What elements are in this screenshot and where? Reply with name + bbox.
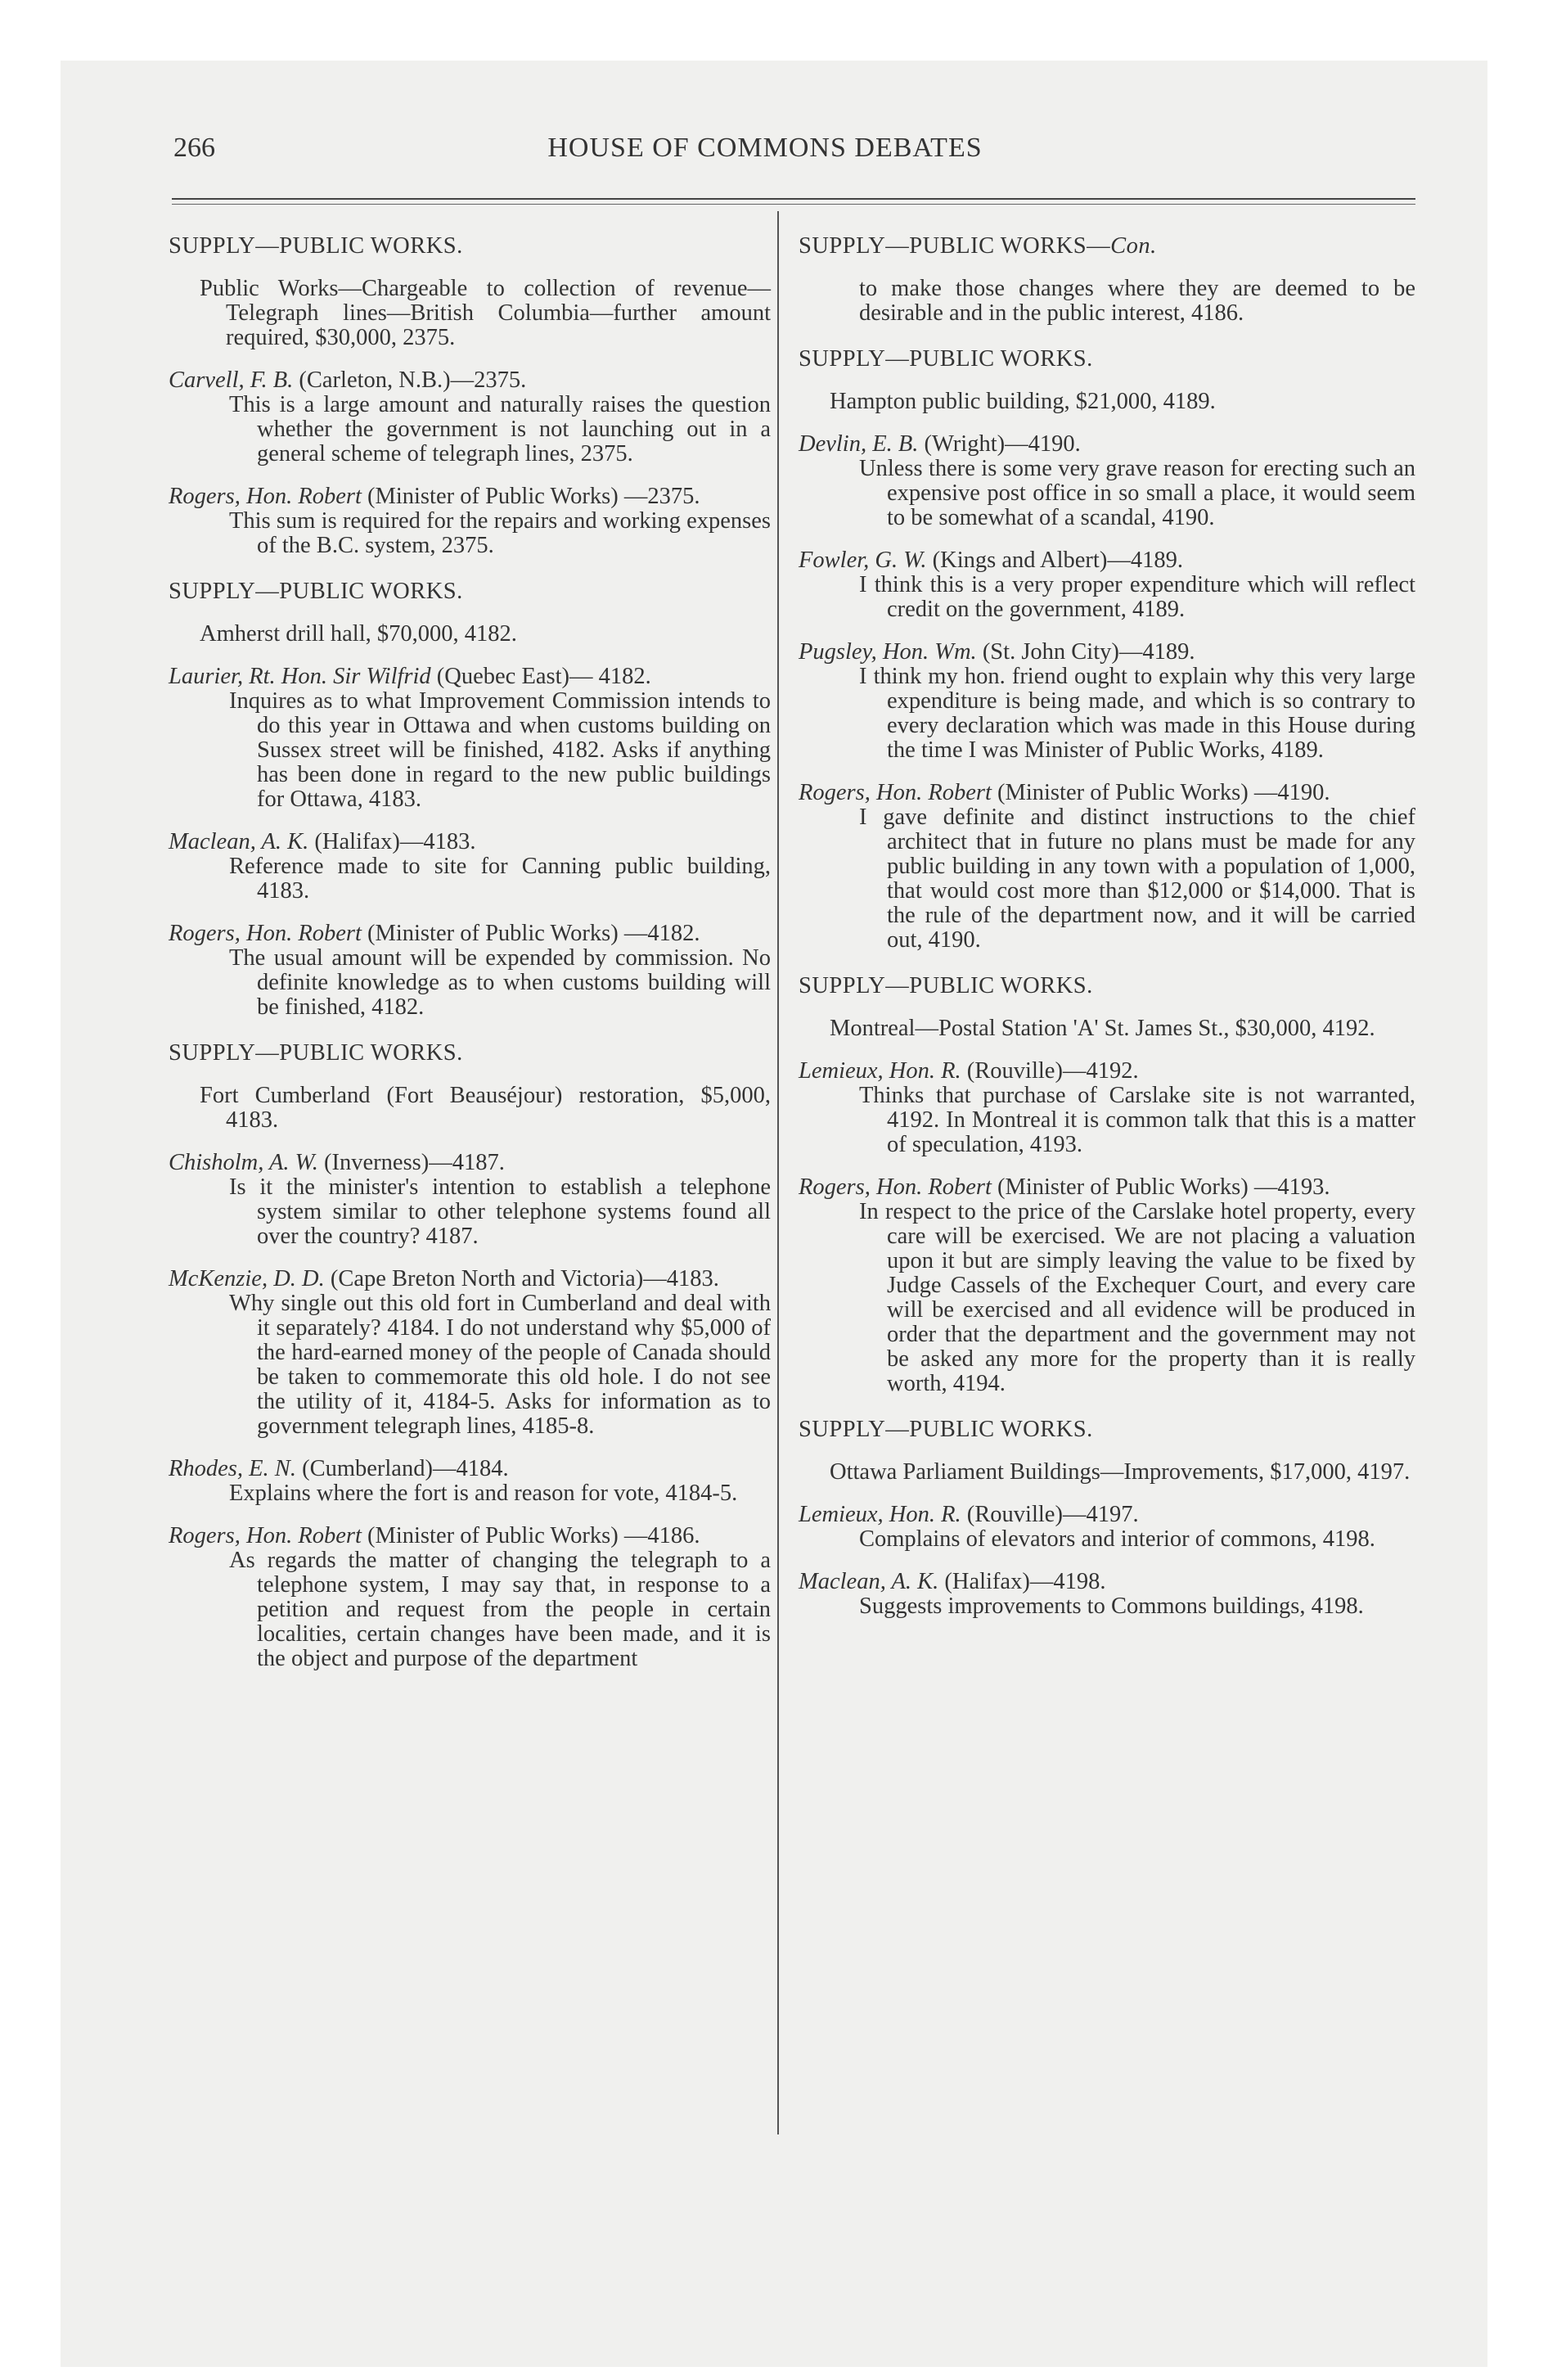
- vote-item: Public Works—Chargeable to collection of revenue—Telegraph lines—British Columbia—further amount required, $30,000, 2375.: [200, 276, 771, 350]
- speaker-detail: (Cumberland)—4184.: [295, 1456, 509, 1481]
- speech-summary: In respect to the price of the Carslake hotel property, every care will be exercised. We are not placing a valuation upon it but are simply leaving the value to be fixed by Judge Cassels of the Exchequer Court, and every care will be exercised and all evidence will be produced in order that the department and the government may not be asked any more for the property than it is really worth, 4194.: [859, 1199, 1415, 1396]
- speaker-name: Pugsley, Hon. Wm.: [799, 639, 977, 665]
- speaker-line: [169, 368, 771, 393]
- speaker-detail: (Minister of Public Works) —4186.: [361, 1523, 700, 1548]
- speech-summary: Complains of elevators and interior of commons, 4198.: [859, 1526, 1375, 1552]
- speech-summary: Explains where the fort is and reason for vote, 4184-5.: [229, 1481, 738, 1506]
- speaker-line: [799, 548, 1415, 573]
- speaker-line: [169, 1151, 771, 1175]
- running-title: HOUSE OF COMMONS DEBATES: [547, 133, 983, 163]
- speaker-line: [799, 432, 1415, 457]
- section: [799, 974, 1415, 1396]
- speech-summary: This sum is required for the repairs and working expenses of the B.C. system, 2375.: [229, 508, 771, 558]
- section-heading: SUPPLY—PUBLIC WORKS.: [169, 1040, 463, 1066]
- speaker-entry: [169, 830, 771, 904]
- speech-summary: As regards the matter of changing the telegraph to a telephone system, I may say that, in response to a petition and request from the people in certain localities, certain changes have been made, and it is the object and purpose of the department: [229, 1548, 771, 1671]
- section: [169, 234, 771, 558]
- speech-summary: Thinks that purchase of Carslake site is not warranted, 4192. In Montreal it is common talk that this is a matter of speculation, 4193.: [859, 1083, 1415, 1157]
- speaker-entry: [799, 1503, 1415, 1552]
- speaker-entry: [799, 432, 1415, 530]
- section-heading: SUPPLY—PUBLIC WORKS.: [799, 1417, 1093, 1442]
- speaker-entry: [169, 1457, 771, 1506]
- speaker-name: McKenzie, D. D.: [169, 1266, 325, 1291]
- speaker-detail: (Minister of Public Works) —4182.: [361, 921, 700, 946]
- vote-item: Amherst drill hall, $70,000, 4182.: [200, 621, 517, 647]
- speaker-entry: [799, 781, 1415, 953]
- speaker-detail: (Halifax)—4198.: [938, 1569, 1106, 1594]
- vote-item: Ottawa Parliament Buildings—Improvements, $17,000, 4197.: [830, 1459, 1411, 1485]
- speaker-name: Lemieux, Hon. R.: [799, 1502, 961, 1527]
- speaker-name: Maclean, A. K.: [169, 829, 309, 854]
- continued-suffix: Con.: [1110, 233, 1157, 259]
- speaker-detail: (Carleton, N.B.)—2375.: [293, 367, 527, 393]
- section-heading: SUPPLY—PUBLIC WORKS.: [169, 233, 463, 259]
- speaker-entry: [169, 1267, 771, 1439]
- section-heading: SUPPLY—PUBLIC WORKS.: [799, 973, 1093, 998]
- speaker-name: Rogers, Hon. Robert: [169, 1523, 362, 1548]
- section: [799, 1418, 1415, 1619]
- speaker-line: [169, 1267, 771, 1291]
- speaker-name: Rhodes, E. N.: [169, 1456, 296, 1481]
- column-divider: [777, 211, 779, 2134]
- speaker-entry: [169, 1524, 771, 1671]
- speaker-detail: (Kings and Albert)—4189.: [926, 548, 1183, 573]
- speaker-line: [169, 1457, 771, 1481]
- speaker-name: Rogers, Hon. Robert: [169, 921, 362, 946]
- speaker-line: [799, 640, 1415, 665]
- speaker-detail: (Quebec East)— 4182.: [430, 664, 651, 689]
- section-heading: SUPPLY—PUBLIC WORKS.: [799, 346, 1093, 372]
- speech-summary: I think this is a very proper expenditure which will reflect credit on the government, 4189.: [859, 572, 1415, 622]
- speaker-line: [169, 665, 771, 689]
- speaker-detail: (Minister of Public Works) —4193.: [991, 1174, 1330, 1200]
- speaker-entry: [799, 1175, 1415, 1396]
- continued-heading-text: SUPPLY—PUBLIC WORKS—: [799, 233, 1111, 259]
- speech-summary: This is a large amount and naturally raises the question whether the government is not launching out in a general scheme of telegraph lines, 2375.: [229, 392, 771, 467]
- continued-text: to make those changes where they are deemed to be desirable and in the public interest, 4186.: [859, 276, 1415, 326]
- speaker-detail: (Rouville)—4192.: [961, 1058, 1139, 1084]
- speech-summary: The usual amount will be expended by commission. No definite knowledge as to when customs building will be finished, 4182.: [229, 945, 771, 1020]
- speaker-entry: [799, 548, 1415, 622]
- continued-heading: [799, 234, 1415, 259]
- speech-summary: Unless there is some very grave reason for erecting such an expensive post office in so small a place, it would seem to be somewhat of a scandal, 4190.: [859, 456, 1415, 530]
- speaker-detail: (Wright)—4190.: [918, 431, 1081, 457]
- speech-summary: Is it the minister's intention to establish a telephone system similar to other telephone systems found all over the country? 4187.: [229, 1174, 771, 1249]
- speaker-name: Lemieux, Hon. R.: [799, 1058, 961, 1084]
- speaker-name: Fowler, G. W.: [799, 548, 927, 573]
- speech-summary: Inquires as to what Improvement Commission intends to do this year in Ottawa and when customs building on Sussex street will be finished, 4182. Asks if anything has been done in regard to the new public buildings for Ottawa, 4183.: [229, 688, 771, 812]
- speaker-line: [799, 1175, 1415, 1200]
- speaker-entry: [169, 665, 771, 812]
- speaker-line: [799, 1570, 1415, 1594]
- speaker-name: Rogers, Hon. Robert: [799, 1174, 992, 1200]
- speech-summary: Why single out this old fort in Cumberland and deal with it separately? 4184. I do not understand why $5,000 of the hard-earned money of the people of Canada should be taken to commemorate this old hole. I do not see the utility of it, 4184-5. Asks for information as to government telegraph lines, 4185-8.: [229, 1291, 771, 1439]
- speaker-entry: [799, 640, 1415, 763]
- speaker-detail: (Minister of Public Works) —2375.: [361, 484, 700, 509]
- speaker-line: [169, 830, 771, 854]
- page-number: 266: [173, 133, 215, 163]
- section: [799, 347, 1415, 953]
- speaker-line: [799, 781, 1415, 805]
- speaker-name: Rogers, Hon. Robert: [799, 780, 992, 805]
- page-header: [115, 123, 1415, 172]
- speech-summary: I gave definite and distinct instructions to the chief architect that in future no plans must be made for any public building in any town with a population of 1,000, that would cost more than $12,000 or $14,000. That is the rule of the department now, and it will be carried out, 4190.: [859, 805, 1415, 953]
- right-column: [799, 234, 1415, 1640]
- speaker-entry: [169, 368, 771, 467]
- section: [169, 1041, 771, 1671]
- speaker-entry: [169, 485, 771, 558]
- speaker-line: [169, 485, 771, 509]
- speaker-line: [799, 1503, 1415, 1527]
- speaker-entry: [799, 1570, 1415, 1619]
- vote-item: Fort Cumberland (Fort Beauséjour) restoration, $5,000, 4183.: [200, 1083, 771, 1133]
- speaker-name: Carvell, F. B.: [169, 367, 294, 393]
- speaker-name: Chisholm, A. W.: [169, 1150, 318, 1175]
- section: [169, 579, 771, 1020]
- left-column: [169, 234, 771, 1693]
- speech-summary: Reference made to site for Canning public building, 4183.: [229, 854, 771, 904]
- speech-summary: I think my hon. friend ought to explain why this very large expenditure is being made, and which is so contrary to every declaration which was made in this House during the time I was Minister of Public Works, 4189.: [859, 664, 1415, 763]
- speaker-entry: [169, 1151, 771, 1249]
- speaker-detail: (St. John City)—4189.: [976, 639, 1195, 665]
- speaker-detail: (Halifax)—4183.: [308, 829, 476, 854]
- speaker-line: [169, 922, 771, 946]
- vote-item: Montreal—Postal Station 'A' St. James St., $30,000, 4192.: [830, 1016, 1375, 1041]
- vote-item: Hampton public building, $21,000, 4189.: [830, 389, 1216, 414]
- speech-summary: Suggests improvements to Commons buildings, 4198.: [859, 1593, 1364, 1619]
- speaker-detail: (Minister of Public Works) —4190.: [991, 780, 1330, 805]
- speaker-name: Laurier, Rt. Hon. Sir Wilfrid: [169, 664, 431, 689]
- section-heading: SUPPLY—PUBLIC WORKS.: [169, 579, 463, 604]
- speaker-name: Rogers, Hon. Robert: [169, 484, 362, 509]
- speaker-detail: (Rouville)—4197.: [961, 1502, 1139, 1527]
- speaker-detail: (Inverness)—4187.: [317, 1150, 505, 1175]
- speaker-entry: [799, 1059, 1415, 1157]
- speaker-detail: (Cape Breton North and Victoria)—4183.: [324, 1266, 719, 1291]
- speaker-name: Devlin, E. B.: [799, 431, 919, 457]
- speaker-name: Maclean, A. K.: [799, 1569, 939, 1594]
- speaker-line: [799, 1059, 1415, 1084]
- speaker-line: [169, 1524, 771, 1548]
- header-rule: [172, 198, 1415, 205]
- speaker-entry: [169, 922, 771, 1020]
